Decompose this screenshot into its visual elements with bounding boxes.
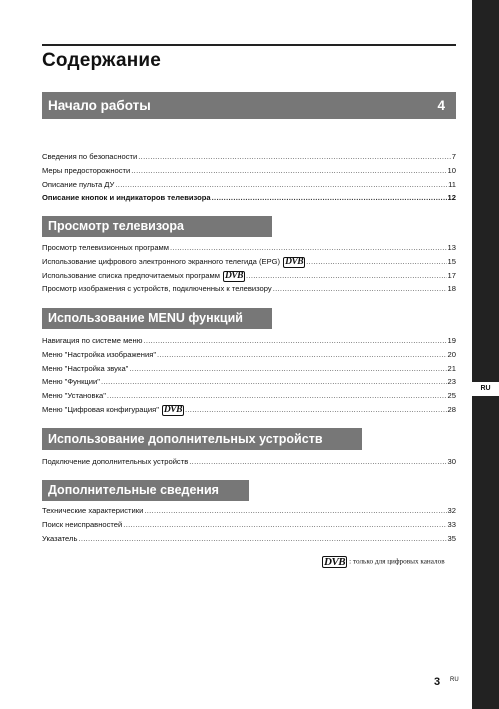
toc-list-additional-info [42,504,456,545]
leader-dots [246,269,447,283]
section-header-additional-info [42,480,249,501]
toc-entry[interactable]: Навигация по системе меню ..... 19 [42,334,456,348]
language-tab: RU [472,382,499,396]
page-number: 3 [434,676,441,688]
toc-entry[interactable]: Описание кнопок и индикаторов телевизора ..... 12 [42,191,456,205]
leader-dots [138,150,451,164]
section-header-additional-devices [42,428,362,450]
dvb-icon: DVB [224,270,244,281]
leader-dots [123,518,446,532]
toc-entry[interactable]: Сведения по безопасности ..... 7 [42,150,456,164]
leader-dots [273,282,447,296]
page-title: Содержание [42,50,162,71]
section-header-menu-functions [42,308,272,329]
toc-entry[interactable]: Просмотр телевизионных программ ..... 13 [42,241,456,255]
toc-entry[interactable]: Использование списка предпочитаемых программ DVB ..... 17 [42,269,456,283]
toc-list-getting-started [42,150,456,205]
section-title: Начало работы [48,98,151,113]
toc-entry[interactable]: Меню "Настройка звука" ..... 21 [42,362,456,376]
toc-entry[interactable]: Использование цифрового электронного экранного телегида (EPG) DVB ..... 15 [42,255,456,269]
dvb-note [322,556,445,568]
toc-entry[interactable]: Описание пульта ДУ ..... 11 [42,178,456,192]
side-strip [472,0,499,709]
toc-entry[interactable]: Меню "Установка" ..... 25 [42,389,456,403]
toc-list-watching-tv [42,241,456,296]
toc-list-menu-functions [42,334,456,417]
leader-dots [115,178,447,192]
section-title: Использование дополнительных устройств [48,432,323,446]
toc-entry[interactable]: Подключение дополнительных устройств ..... 30 [42,455,456,469]
section-title: Использование MENU функций [48,311,243,325]
toc-entry[interactable]: Поиск неисправностей ..... 33 [42,518,456,532]
dvb-icon: DVB [163,404,182,415]
toc-entry[interactable]: Указатель ..... 35 [42,532,456,546]
toc-entry[interactable]: Меню "Функции" ..... 23 [42,375,456,389]
toc-entry[interactable]: Технические характеристики ..... 32 [42,504,456,518]
section-title: Просмотр телевизора [48,219,184,233]
leader-dots [144,504,446,518]
page-number-suffix: RU [450,677,459,683]
toc-entry[interactable]: Меры предосторожности ..... 10 [42,164,456,178]
leader-dots [157,348,447,362]
leader-dots [212,191,447,205]
leader-dots [131,164,446,178]
leader-dots [143,334,446,348]
leader-dots [185,403,447,417]
dvb-icon: DVB [324,556,346,568]
note-text: : только для цифровых каналов [349,557,445,566]
leader-dots [170,241,447,255]
toc-list-additional-devices [42,455,456,469]
leader-dots [78,532,446,546]
top-rule [42,44,456,46]
leader-dots [101,375,447,389]
toc-entry[interactable]: Просмотр изображения с устройств, подключенных к телевизору ..... 18 [42,282,456,296]
leader-dots [306,255,446,269]
section-header-getting-started [42,92,456,119]
dvb-icon: DVB [285,256,304,267]
leader-dots [107,389,447,403]
section-header-watching-tv [42,216,272,237]
leader-dots [129,362,446,376]
toc-entry[interactable]: Меню "Цифровая конфигурация" DVB ..... 28 [42,403,456,417]
section-page: 4 [437,98,445,113]
section-title: Дополнительные сведения [48,483,219,497]
toc-entry[interactable]: Меню "Настройка изображения" ..... 20 [42,348,456,362]
leader-dots [189,455,446,469]
